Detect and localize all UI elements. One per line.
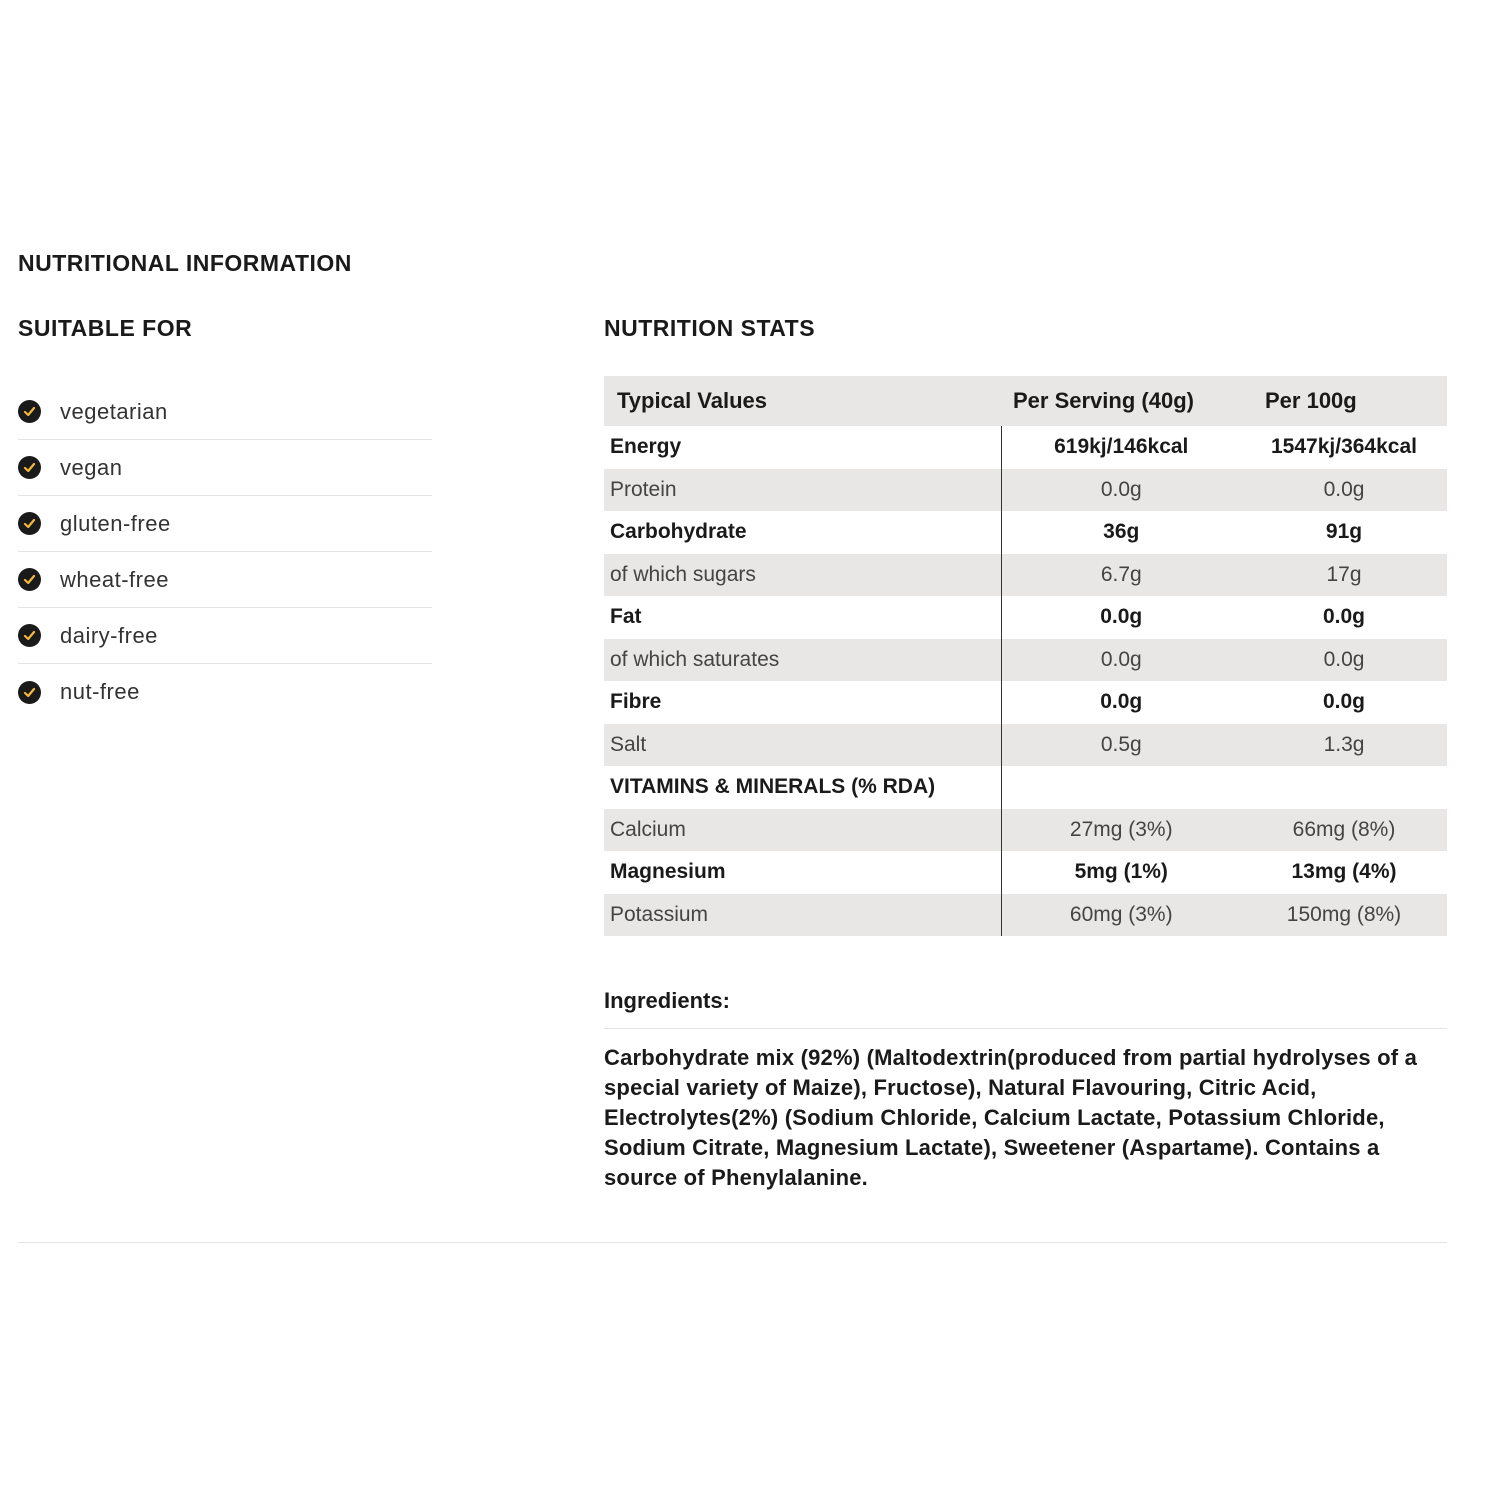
checkmark-icon (18, 681, 41, 704)
suitable-label: wheat-free (60, 566, 169, 592)
row-label: VITAMINS & MINERALS (% RDA) (604, 766, 1001, 809)
suitable-for-list (18, 384, 432, 720)
suitable-for-section (18, 314, 432, 720)
per-100g-value: 1547kj/364kcal (1241, 426, 1447, 469)
checkmark-icon (18, 400, 41, 423)
table-row (604, 766, 1447, 809)
checkmark-icon (18, 568, 41, 591)
ingredients-title: Ingredients: (604, 988, 1447, 1029)
per-serving-value: 60mg (3%) (1001, 894, 1241, 937)
checkmark-icon (18, 624, 41, 647)
per-serving-value: 0.0g (1001, 596, 1241, 639)
table-row (604, 639, 1447, 682)
table-row (604, 724, 1447, 767)
per-serving-value: 0.0g (1001, 639, 1241, 682)
list-item (18, 496, 432, 552)
row-label: of which sugars (604, 554, 1001, 597)
suitable-label: dairy-free (60, 622, 158, 648)
table-row (604, 894, 1447, 937)
ingredients-text: Carbohydrate mix (92%) (Maltodextrin(produced from partial hydrolyses of a special variety of Maize), Fructose), Natural Flavouring, Citric Acid, Electrolytes(2%) (Sodium Chloride, Calcium Lactate, Potassium Chloride, Sodium Citrate, Magnesium Lactate), Sweetener (Aspartame). Contains a source of Phenylalanine. (604, 1045, 1418, 1190)
row-label: of which saturates (604, 639, 1001, 682)
suitable-label: vegetarian (60, 398, 168, 424)
row-label: Fibre (604, 681, 1001, 724)
per-100g-value: 150mg (8%) (1241, 894, 1447, 937)
row-label: Salt (604, 724, 1001, 767)
per-100g-value: 1.3g (1241, 724, 1447, 767)
suitable-label: nut-free (60, 679, 140, 704)
table-header-row (604, 376, 1447, 426)
column-header: Per Serving (40g) (1001, 376, 1241, 426)
per-serving-value: 5mg (1%) (1001, 851, 1241, 894)
table-row (604, 596, 1447, 639)
row-label: Potassium (604, 894, 1001, 937)
per-100g-value: 66mg (8%) (1241, 809, 1447, 852)
suitable-label: vegan (60, 454, 123, 480)
column-header: Typical Values (604, 376, 1001, 426)
divider (18, 1242, 1447, 1243)
per-100g-value: 0.0g (1241, 681, 1447, 724)
list-item (18, 552, 432, 608)
nutrition-table (604, 376, 1448, 936)
table-row (604, 511, 1447, 554)
suitable-for-title: SUITABLE FOR (18, 315, 193, 341)
row-label: Carbohydrate (604, 511, 1001, 554)
per-100g-value: 17g (1241, 554, 1447, 597)
row-label: Calcium (604, 809, 1001, 852)
checkmark-icon (18, 512, 41, 535)
nutrition-stats-title: NUTRITION STATS (604, 315, 816, 341)
table-row (604, 554, 1447, 597)
per-serving-value: 0.0g (1001, 681, 1241, 724)
page-title: NUTRITIONAL INFORMATION (18, 250, 352, 276)
nutrition-stats-section (604, 314, 1447, 1193)
per-100g-value: 91g (1241, 511, 1447, 554)
row-label: Magnesium (604, 851, 1001, 894)
row-label: Energy (604, 426, 1001, 469)
list-item (18, 384, 432, 440)
per-100g-value: 0.0g (1241, 639, 1447, 682)
list-item (18, 440, 432, 496)
table-row (604, 851, 1447, 894)
row-label: Protein (604, 469, 1001, 512)
table-row (604, 426, 1447, 469)
per-serving-value: 0.0g (1001, 469, 1241, 512)
per-serving-value: 36g (1001, 511, 1241, 554)
per-serving-value (1001, 766, 1241, 809)
per-100g-value: 13mg (4%) (1241, 851, 1447, 894)
table-row (604, 681, 1447, 724)
checkmark-icon (18, 456, 41, 479)
list-item (18, 664, 432, 720)
per-100g-value: 0.0g (1241, 469, 1447, 512)
per-100g-value (1241, 766, 1447, 809)
list-item (18, 608, 432, 664)
suitable-label: gluten-free (60, 510, 171, 536)
per-100g-value: 0.0g (1241, 596, 1447, 639)
table-row (604, 809, 1447, 852)
row-label: Fat (604, 596, 1001, 639)
per-serving-value: 619kj/146kcal (1001, 426, 1241, 469)
per-serving-value: 6.7g (1001, 554, 1241, 597)
table-row (604, 469, 1447, 512)
per-serving-value: 27mg (3%) (1001, 809, 1241, 852)
per-serving-value: 0.5g (1001, 724, 1241, 767)
column-header: Per 100g (1241, 376, 1447, 426)
